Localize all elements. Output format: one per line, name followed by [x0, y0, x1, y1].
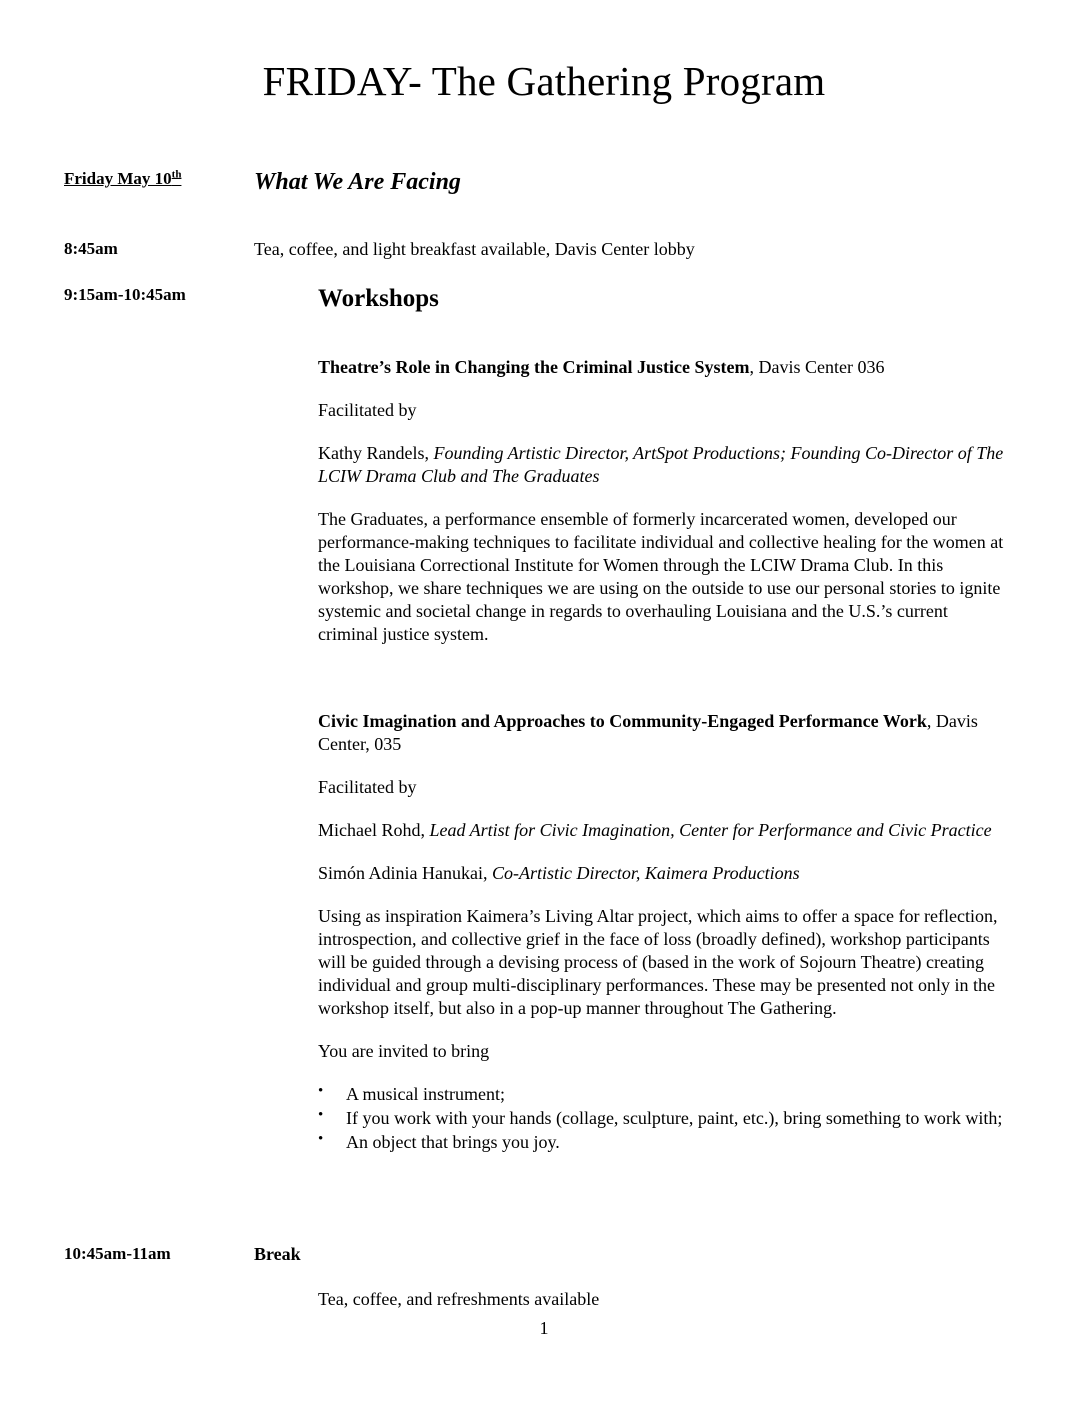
page-title: FRIDAY- The Gathering Program	[262, 58, 826, 104]
session-theme-container	[254, 168, 1024, 197]
workshop-1-description: The Graduates, a performance ensemble of formerly incarcerated women, developed our performance-making techniques to facilitate individual and collective healing for the women at the Louisiana Correctional Institute for Women through the LCIW Drama Club. In this workshop, we share techniques we are using on the outside to use our personal stories to ignite systemic and societal change in regards to overhauling Louisiana and the U.S.’s current criminal justice system.	[318, 509, 1004, 645]
facilitator-2-2-name: Simón Adinia Hanukai,	[318, 863, 488, 884]
workshop-1-title-line	[318, 356, 1008, 379]
break-heading-container	[254, 1243, 1024, 1266]
workshop-1-block	[318, 356, 1008, 666]
list-item: • If you work with your hands (collage, sculpture, paint, etc.), bring something to work with;	[318, 1107, 1008, 1130]
break-heading: Break	[254, 1244, 301, 1264]
facilitator-1-name: Kathy Randels,	[318, 443, 429, 464]
bring-intro: You are invited to bring	[318, 1041, 490, 1062]
break-note: Tea, coffee, and refreshments available	[318, 1289, 600, 1309]
workshop-2-block	[318, 710, 1008, 1155]
breakfast-description-container	[254, 238, 1024, 261]
page-number: 1	[539, 1318, 549, 1338]
break-time: 10:45am-11am	[64, 1244, 171, 1263]
facilitator-1-role: Founding Artistic Director, ArtSpot Productions; Founding Co-Director of The LCIW Drama Club and The Graduates	[318, 443, 1004, 487]
workshop-1-facilitated-label: Facilitated by	[318, 400, 417, 421]
list-item: • An object that brings you joy.	[318, 1131, 1008, 1154]
workshops-time: 9:15am-10:45am	[64, 285, 186, 304]
list-item: • A musical instrument;	[318, 1083, 1008, 1106]
breakfast-time: 8:45am	[64, 239, 118, 258]
workshop-2-title: Civic Imagination and Approaches to Community-Engaged Performance Work	[318, 711, 927, 731]
workshops-heading: Workshops	[318, 285, 439, 312]
facilitator-2-2-role: Co-Artistic Director, Kaimera Productions	[487, 863, 800, 884]
workshop-2-title-line	[318, 710, 1008, 756]
workshop-1-facilitator-1	[318, 442, 1008, 488]
session-theme: What We Are Facing	[254, 169, 461, 195]
bring-list	[318, 1083, 1008, 1154]
workshops-heading-container	[254, 284, 1024, 314]
workshop-1-title: Theatre’s Role in Changing the Criminal Justice System	[318, 357, 750, 377]
breakfast-description: Tea, coffee, and light breakfast available, Davis Center lobby	[254, 239, 695, 259]
date-label	[64, 168, 250, 189]
workshop-2-facilitator-2	[318, 862, 1008, 885]
workshop-1-location: , Davis Center 036	[749, 357, 885, 377]
date-ordinal-suffix: th	[171, 168, 182, 181]
facilitator-2-1-role: Lead Artist for Civic Imagination, Center for Performance and Civic Practice	[424, 820, 992, 841]
date-label-text: Friday May 10	[64, 169, 172, 188]
workshop-2-facilitated-label: Facilitated by	[318, 777, 417, 798]
facilitator-2-1-name: Michael Rohd,	[318, 820, 425, 841]
workshop-2-description: Using as inspiration Kaimera’s Living Altar project, which aims to offer a space for reflection, introspection, and collective grief in the face of loss (broadly defined), workshop participants will be guided through a devising process of (based in the work of Sojourn Theatre) creating individual and group multi-disciplinary performances. These may be presented not only in the workshop itself, but also in a pop-up manner throughout The Gathering.	[318, 906, 998, 1019]
workshop-2-facilitator-1	[318, 819, 1008, 842]
workshop-2-location: , Davis Center, 035	[318, 711, 978, 755]
